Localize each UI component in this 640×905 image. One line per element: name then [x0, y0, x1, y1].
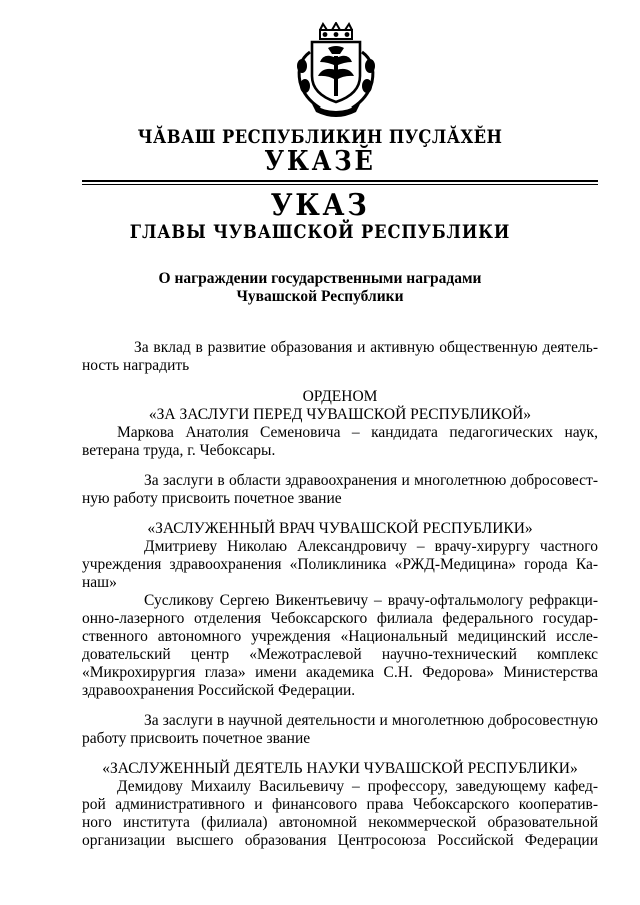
awardee-line: ного института (филиала) автономной некоммерческой образовательной — [82, 814, 598, 831]
awardee-line: учреждения здравоохранения «Поликлиника «РЖД-Медицина» города Ка- — [82, 556, 598, 573]
awardee-line: ветерана труда, г. Чебоксары. — [82, 442, 276, 459]
award-name: «ЗА ЗАСЛУГИ ПЕРЕД ЧУВАШСКОЙ РЕСПУБЛИКОЙ» — [148, 406, 532, 423]
awardee-line: рой административного и финансового права Чебоксарского кооператив- — [82, 796, 598, 813]
awardee-line: Дмитриеву Николаю Александровичу – врачу-хирургу частного — [144, 538, 598, 555]
chuvash-header-line1: ЧӐВАШ РЕСПУБЛИКИН ПУҪЛӐХӖН — [137, 126, 503, 148]
decree-subject-line2: Чувашской Республики — [236, 288, 404, 305]
awardee-line: довательский центр «Межотраслевой научно-технический комплекс — [82, 646, 598, 663]
awardee-line: Маркова Анатолия Семеновича – кандидата педагогических наук, — [117, 424, 598, 441]
chuvash-header-line2: УКАЗӖ — [264, 146, 376, 177]
paragraph-line: ность наградить — [82, 357, 190, 374]
awardee-line: наш» — [82, 574, 117, 591]
decree-subject-line1: О награждении государственными наградами — [158, 270, 482, 287]
paragraph-line: За вклад в развитие образования и активную общественную деятель- — [134, 339, 598, 356]
awardee-line: онно-лазерного отделения Чебоксарского филиала федерального государ- — [82, 610, 598, 627]
paragraph-line: работу присвоить почетное звание — [82, 730, 311, 747]
header-divider-thin — [82, 184, 598, 185]
paragraph-line: ную работу присвоить почетное звание — [82, 490, 342, 507]
awardee-line: Сусликову Сергею Викентьевичу – врачу-офтальмологу рефракци- — [144, 592, 598, 609]
awardee-line: здравоохранения Российской Федерации. — [82, 682, 356, 699]
russian-header-line1: УКАЗ — [270, 188, 370, 223]
awardee-line: «Микрохирургия глаза» имени академика С.Н. Федорова» Министерства — [82, 664, 598, 681]
awardee-line: ственного автономного учреждения «Национальный медицинский иссле- — [82, 628, 598, 645]
award-name: ОРДЕНОМ — [302, 388, 378, 405]
paragraph-line: За заслуги в области здравоохранения и многолетнюю добросовест- — [144, 472, 598, 489]
awardee-line: организации высшего образования Центросоюза Российской Федерации — [82, 832, 598, 849]
header-divider-thick — [82, 180, 598, 182]
paragraph-line: За заслуги в научной деятельности и многолетнюю добросовестную — [144, 712, 598, 729]
awardee-line: Демидову Михаилу Васильевичу – профессору, заведующему кафед- — [117, 778, 598, 795]
russian-header-line2: ГЛАВЫ ЧУВАШСКОЙ РЕСПУБЛИКИ — [129, 221, 511, 243]
chuvash-republic-emblem — [290, 22, 382, 118]
honorary-title: «ЗАСЛУЖЕННЫЙ ДЕЯТЕЛЬ НАУКИ ЧУВАШСКОЙ РЕСПУБЛИКИ» — [102, 760, 578, 777]
honorary-title: «ЗАСЛУЖЕННЫЙ ВРАЧ ЧУВАШСКОЙ РЕСПУБЛИКИ» — [147, 520, 533, 537]
